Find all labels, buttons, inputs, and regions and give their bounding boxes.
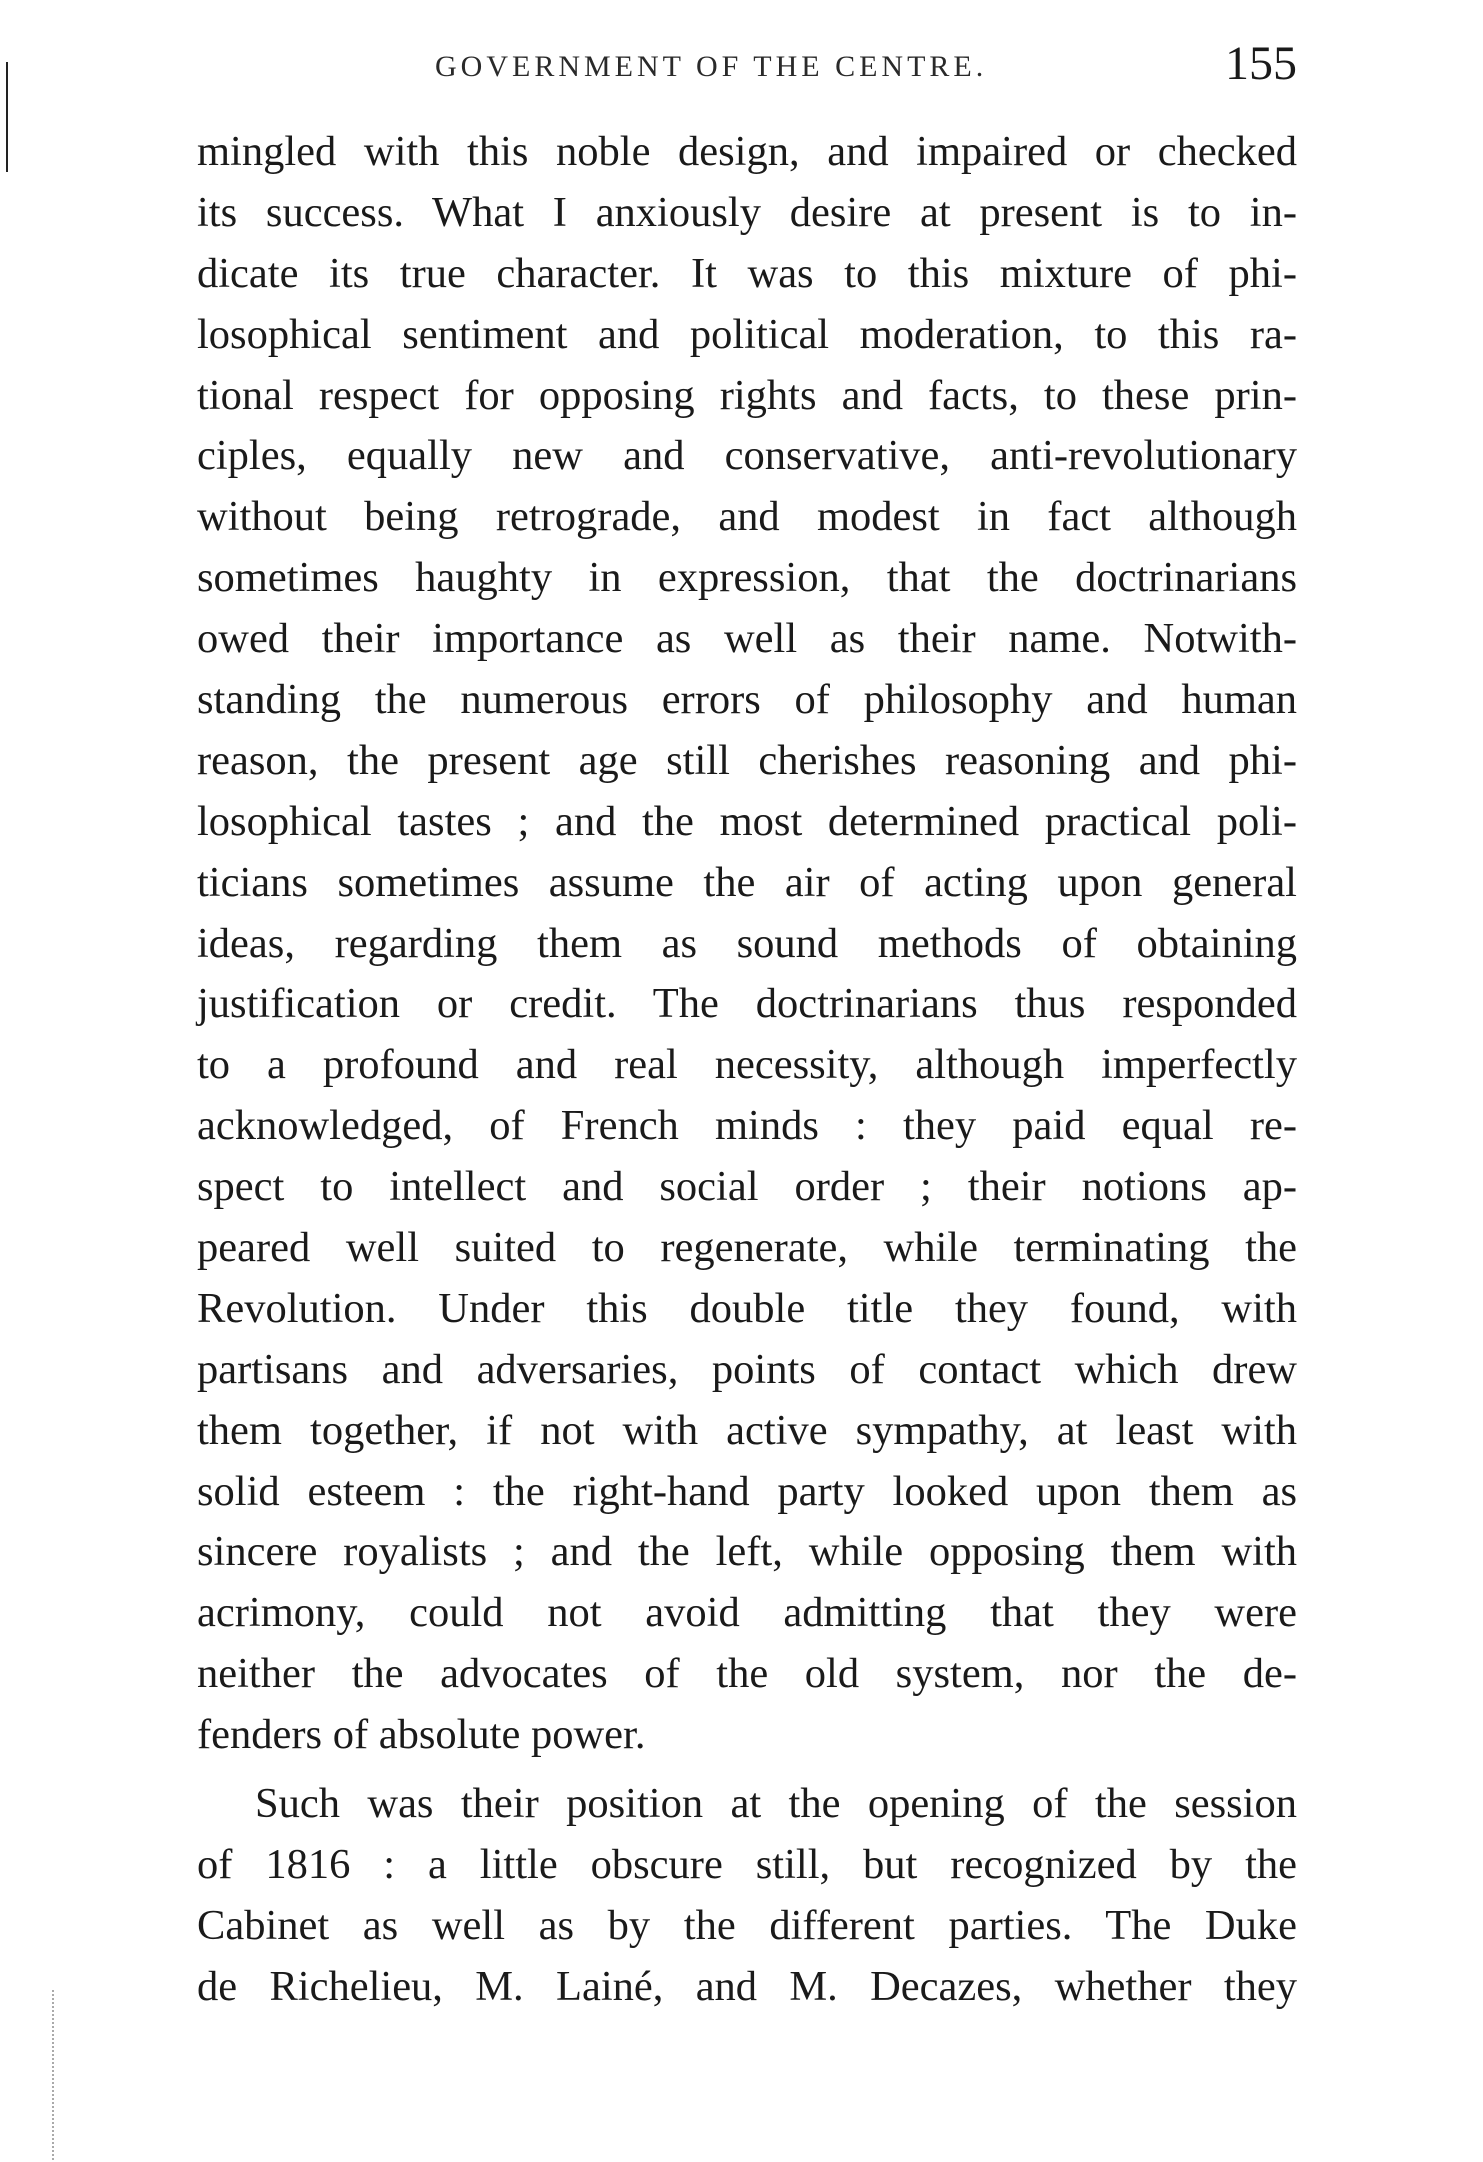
text-line: to a profound and real necessity, although imperfectly [197,1041,1297,1089]
text-line: partisans and adversaries, points of contact which drew [197,1345,1297,1393]
text-line: ticians sometimes assume the air of acting upon general [197,858,1297,906]
text-line: losophical tastes ; and the most determined practical poli- [197,797,1297,845]
book-page [197,30,1297,2140]
page-number: 155 [1225,37,1297,90]
text-line: of 1816 : a little obscure still, but recognized by the [197,1840,1297,1888]
body-text [197,122,1297,2018]
text-line: sincere royalists ; and the left, while opposing them with [197,1528,1297,1576]
text-line: owed their importance as well as their name. Notwith- [197,615,1297,663]
text-line: dicate its true character. It was to this mixture of phi- [197,249,1297,297]
text-line: standing the numerous errors of philosophy and human [197,676,1297,724]
text-line: de Richelieu, M. Lainé, and M. Decazes, whether they [197,1962,1297,2010]
text-line: its success. What I anxiously desire at present is to in- [197,188,1297,236]
text-line: spect to intellect and social order ; their notions ap- [197,1163,1297,1211]
text-line: justification or credit. The doctrinarians thus responded [197,980,1297,1028]
text-line: them together, if not with active sympathy, at least with [197,1406,1297,1454]
text-line: without being retrograde, and modest in fact although [197,493,1297,541]
text-line: neither the advocates of the old system, nor the de- [197,1650,1297,1698]
text-line: peared well suited to regenerate, while terminating the [197,1224,1297,1272]
text-line: ideas, regarding them as sound methods of obtaining [197,919,1297,967]
text-line: solid esteem : the right-hand party looked upon them as [197,1467,1297,1515]
text-line: acrimony, could not avoid admitting that they were [197,1589,1297,1637]
text-line: ciples, equally new and conservative, anti-revolutionary [197,432,1297,480]
page-edge-mark [6,62,8,172]
text-line: fenders of absolute power. [197,1711,646,1759]
text-line: acknowledged, of French minds : they paid equal re- [197,1102,1297,1150]
text-line: tional respect for opposing rights and facts, to these prin- [197,371,1297,419]
text-line: Such was their position at the opening of the session [255,1780,1297,1828]
text-line: Revolution. Under this double title they found, with [197,1284,1297,1332]
text-line: Cabinet as well as by the different parties. The Duke [197,1901,1297,1949]
text-line: reason, the present age still cherishes reasoning and phi- [197,736,1297,784]
text-line: mingled with this noble design, and impaired or checked [197,128,1297,175]
paragraph-2 [197,1774,1297,2018]
paragraph-gap [197,1766,1297,1774]
paragraph-1 [197,122,1297,1766]
page-edge-dots [52,1990,56,2160]
text-line: losophical sentiment and political moderation, to this ra- [197,310,1297,358]
text-line: sometimes haughty in expression, that the doctrinarians [197,554,1297,602]
running-title: GOVERNMENT OF THE CENTRE. [435,50,988,83]
running-head [197,30,1297,110]
